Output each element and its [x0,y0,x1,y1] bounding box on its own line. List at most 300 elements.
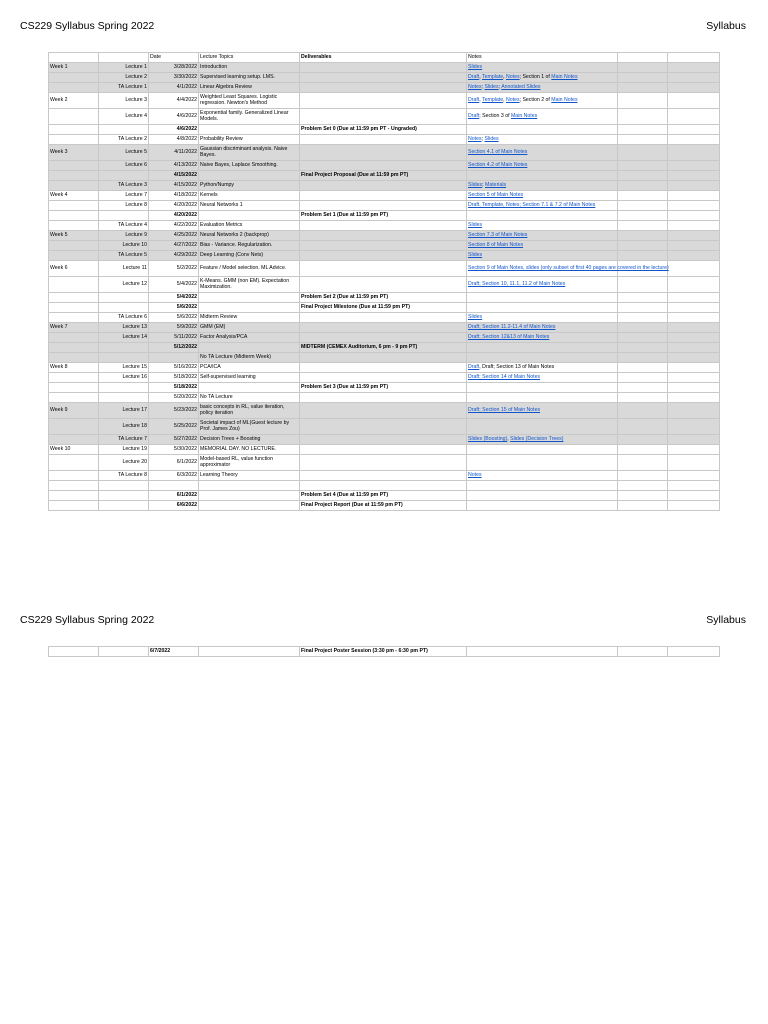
date-cell: 5/16/2022 [149,363,199,373]
notes-link[interactable]: Draft; Section 15 of Main Notes [468,406,541,413]
topic-cell: MEMORIAL DAY. NO LECTURE. [199,445,300,455]
topic-cell: Neural Networks 1 [199,201,300,211]
date-cell: 5/6/2022 [149,313,199,323]
topic-cell [199,481,300,491]
topic-cell: Bias - Variance. Regularization. [199,241,300,251]
empty-cell [668,647,720,657]
lecture-cell [99,125,149,135]
notes-cell [467,353,618,363]
empty-cell [668,471,720,481]
notes-link[interactable]: Draft; Section 11.2-11.4 of Main Notes [468,323,556,330]
table-row [49,63,720,73]
empty-cell [668,93,720,109]
topic-cell [199,171,300,181]
deliverable-cell: Problem Set 2 (Due at 11:59 pm PT) [300,293,467,303]
empty-cell [618,201,668,211]
lecture-cell: TA Lecture 8 [99,471,149,481]
header-cell-deliverables: Deliverables [300,53,467,63]
notes-cell [467,161,618,171]
deliverable-cell [300,221,467,231]
notes-link[interactable]: Slides [468,63,483,70]
date-cell: 4/20/2022 [149,201,199,211]
week-cell [49,181,99,191]
week-cell [49,491,99,501]
empty-cell [618,293,668,303]
topic-cell: Weighted Least Squares. Logistic regression. Newton's Method [199,93,300,109]
empty-cell [668,201,720,211]
lecture-cell [99,353,149,363]
notes-cell [467,343,618,353]
empty-cell [618,363,668,373]
notes-text: ; Section 2 of [519,96,552,103]
notes-link[interactable]: Section 8 of Main Notes [468,241,524,248]
table-row [49,191,720,201]
table-row [49,277,720,293]
notes-link[interactable]: Draft [468,112,480,119]
notes-link[interactable]: Main Notes [510,112,538,119]
deliverable-cell [300,419,467,435]
topic-cell: Probability Review [199,135,300,145]
table-row [49,403,720,419]
lecture-cell: TA Lecture 7 [99,435,149,445]
notes-link[interactable]: Draft; Section 12&13 of Main Notes [468,333,550,340]
week-cell [49,277,99,293]
deliverable-cell: Final Project Proposal (Due at 11:59 pm PT) [300,171,467,181]
date-cell: 4/6/2022 [149,125,199,135]
notes-cell [467,211,618,221]
lecture-cell: Lecture 16 [99,373,149,383]
notes-link[interactable]: Slides [468,251,483,258]
empty-cell [618,323,668,333]
notes-cell [467,201,618,211]
date-cell: 5/11/2022 [149,333,199,343]
notes-cell [467,221,618,231]
empty-cell [618,647,668,657]
notes-cell [467,403,618,419]
table-row [49,353,720,363]
date-cell: 3/28/2022 [149,63,199,73]
week-cell: Week 10 [49,445,99,455]
notes-cell [467,303,618,313]
empty-cell [618,313,668,323]
topic-cell: No TA Lecture [199,393,300,403]
notes-cell [467,251,618,261]
date-cell: 5/6/2022 [149,303,199,313]
notes-link[interactable]: Section 4.1 of Main Notes [468,148,528,155]
week-cell [49,73,99,83]
empty-cell [618,161,668,171]
notes-link[interactable]: Draft [468,363,480,370]
notes-link[interactable]: Slides (Decision Trees) [510,435,564,442]
date-cell: 4/15/2022 [149,171,199,181]
date-cell: 4/20/2022 [149,211,199,221]
date-cell: 5/2/2022 [149,261,199,277]
empty-cell [618,191,668,201]
empty-cell [618,353,668,363]
week-cell [49,303,99,313]
empty-cell [618,171,668,181]
notes-link[interactable]: Draft; Section 10, 11.1, 11.2 of Main Notes [468,280,566,287]
notes-cell [467,393,618,403]
topic-cell: Self-supervised learning [199,373,300,383]
notes-cell [467,145,618,161]
date-cell: 5/18/2022 [149,373,199,383]
deliverable-cell [300,83,467,93]
syllabus-table-page-2 [48,646,720,657]
deliverable-cell: Final Project Poster Session (3:30 pm - 6:30 pm PT) [300,647,467,657]
lecture-cell: TA Lecture 5 [99,251,149,261]
date-cell: 5/20/2022 [149,393,199,403]
notes-link[interactable]: Slides [484,83,499,90]
week-cell [49,393,99,403]
page-header-2 [20,614,746,630]
notes-link[interactable]: Section 7.3 of Main Notes [468,231,528,238]
topic-cell: Introduction [199,63,300,73]
topic-cell: Model-based RL, value function approximator [199,455,300,471]
lecture-cell: Lecture 18 [99,419,149,435]
empty-cell [618,181,668,191]
deliverable-cell [300,63,467,73]
empty-cell [618,501,668,511]
lecture-cell [99,491,149,501]
lecture-cell: Lecture 6 [99,161,149,171]
topic-cell: Linear Algebra Review [199,83,300,93]
week-cell [49,313,99,323]
date-cell: 4/15/2022 [149,181,199,191]
notes-link[interactable]: Main Notes [551,73,578,80]
topic-cell [199,125,300,135]
table-row [49,501,720,511]
empty-cell [618,435,668,445]
empty-cell [668,135,720,145]
deliverable-cell [300,481,467,491]
week-cell [49,435,99,445]
table-row [49,201,720,211]
date-cell: 4/29/2022 [149,251,199,261]
lecture-cell [99,481,149,491]
empty-cell [668,363,720,373]
notes-link[interactable]: Draft [468,73,480,80]
notes-cell [467,491,618,501]
notes-text: ; [481,135,485,142]
week-cell [49,647,99,657]
lecture-cell [99,393,149,403]
notes-link[interactable]: Slides [468,313,483,320]
empty-cell [668,109,720,125]
empty-cell [668,481,720,491]
lecture-cell: Lecture 3 [99,93,149,109]
table-row [49,373,720,383]
week-cell: Week 1 [49,63,99,73]
header-cell-date: Date [149,53,199,63]
deliverable-cell [300,181,467,191]
date-cell: 4/27/2022 [149,241,199,251]
notes-cell [467,481,618,491]
deliverable-cell: Problem Set 3 (Due at 11:59 pm PT) [300,383,467,393]
table-row [49,125,720,135]
lecture-cell [99,383,149,393]
topic-cell: basic concepts in RL, value iteration, policy iteration [199,403,300,419]
notes-cell [467,73,618,83]
empty-cell [618,231,668,241]
date-cell: 5/18/2022 [149,383,199,393]
date-cell [149,481,199,491]
notes-link[interactable]: Slides [468,221,483,228]
deliverable-cell [300,333,467,343]
topic-cell [199,343,300,353]
notes-cell [467,373,618,383]
lecture-cell [99,343,149,353]
week-cell [49,373,99,383]
week-cell [49,241,99,251]
week-cell [49,211,99,221]
notes-link[interactable]: Notes [468,471,482,478]
notes-link[interactable]: Draft, Template, Notes; Section 7.1 & 7.2 of Main Notes [468,201,596,208]
lecture-cell [99,211,149,221]
empty-cell [668,403,720,419]
date-cell: 4/13/2022 [149,161,199,171]
table-row [49,293,720,303]
lecture-cell [99,501,149,511]
week-cell [49,353,99,363]
empty-cell [668,73,720,83]
date-cell: 5/23/2022 [149,403,199,419]
date-cell: 5/4/2022 [149,293,199,303]
empty-cell [668,419,720,435]
table-row [49,83,720,93]
date-cell: 6/3/2022 [149,471,199,481]
notes-cell [467,109,618,125]
date-cell: 5/30/2022 [149,445,199,455]
notes-link[interactable]: Main Notes [551,96,578,103]
deliverable-cell: Final Project Milestone (Due at 11:59 pm PT) [300,303,467,313]
notes-cell [467,435,618,445]
notes-link[interactable]: Slides (Boosting) [468,435,508,442]
lecture-cell [99,303,149,313]
deliverable-cell [300,93,467,109]
table-row [49,231,720,241]
notes-link[interactable]: Section 9 of Main Notes, slides (only subset of first 40 pages are covered in the lecture) [468,264,669,271]
topic-cell: Deep Learning (Conv Nets) [199,251,300,261]
date-cell: 5/9/2022 [149,323,199,333]
notes-cell [467,501,618,511]
topic-cell: GMM (EM) [199,323,300,333]
week-cell [49,201,99,211]
lecture-cell [99,171,149,181]
notes-link[interactable]: Materials [485,181,507,188]
page-header [20,20,746,36]
topic-cell: Python/Numpy [199,181,300,191]
empty-cell [668,145,720,161]
deliverable-cell [300,161,467,171]
empty-cell [668,303,720,313]
empty-cell [668,383,720,393]
date-cell: 4/1/2022 [149,83,199,93]
document-title: CS229 Syllabus Spring 2022 [20,614,155,626]
empty-cell [668,323,720,333]
date-cell [149,353,199,363]
notes-text: , [479,96,483,103]
notes-cell [467,171,618,181]
notes-cell [467,261,669,277]
date-cell: 5/4/2022 [149,277,199,293]
topic-cell: Neural Networks 2 (backprop) [199,231,300,241]
date-cell: 3/30/2022 [149,73,199,83]
notes-cell [467,93,618,109]
notes-link[interactable]: Section 4.2 of Main Notes [468,161,528,168]
week-cell [49,471,99,481]
syllabus-table [48,52,720,511]
empty-cell [618,403,668,419]
table-row [49,161,720,171]
lecture-cell: TA Lecture 4 [99,221,149,231]
deliverable-cell [300,471,467,481]
empty-cell [618,241,668,251]
topic-cell: Supervised learning setup. LMS. [199,73,300,83]
notes-link[interactable]: Slides [484,135,499,142]
notes-link[interactable]: Draft; Section 14 of Main Notes [468,373,541,380]
lecture-cell: Lecture 14 [99,333,149,343]
empty-cell [618,343,668,353]
header-cell-topics: Lecture Topics [199,53,300,63]
date-cell: 5/25/2022 [149,419,199,435]
topic-cell: Exponential family. Generalized Linear Models. [199,109,300,125]
notes-cell [467,231,618,241]
table-row [49,181,720,191]
table-row [49,303,720,313]
week-cell [49,109,99,125]
week-cell [49,135,99,145]
empty-cell [668,445,720,455]
week-cell [49,501,99,511]
date-cell: 4/4/2022 [149,93,199,109]
notes-cell [467,363,618,373]
empty-cell [618,211,668,221]
document-title: CS229 Syllabus Spring 2022 [20,20,155,32]
table-row [49,383,720,393]
deliverable-cell [300,191,467,201]
notes-cell [467,455,618,471]
notes-link[interactable]: Notes [506,73,520,80]
notes-text: , [507,435,511,442]
notes-cell [467,471,618,481]
notes-link[interactable]: Notes [468,83,482,90]
notes-cell [467,125,618,135]
notes-link[interactable]: Notes [468,135,482,142]
deliverable-cell [300,445,467,455]
lecture-cell: Lecture 15 [99,363,149,373]
table-row [49,93,720,109]
deliverable-cell [300,353,467,363]
notes-text: ; [498,83,502,90]
empty-cell [668,251,720,261]
lecture-cell: Lecture 11 [99,261,149,277]
notes-cell [467,313,618,323]
empty-cell [618,251,668,261]
empty-cell [618,221,668,231]
deliverable-cell: Problem Set 4 (Due at 11:59 pm PT) [300,491,467,501]
lecture-cell: TA Lecture 2 [99,135,149,145]
topic-cell: Gaussian discriminant analysis. Naive Bayes. [199,145,300,161]
notes-cell [467,181,618,191]
date-cell: 4/18/2022 [149,191,199,201]
notes-text: ; [481,83,485,90]
week-cell [49,221,99,231]
notes-text: ; Section 1 of [519,73,552,80]
deliverable-cell [300,135,467,145]
topic-cell: PCA/ICA [199,363,300,373]
empty-cell [618,419,668,435]
empty-cell [618,63,668,73]
empty-cell [668,63,720,73]
empty-cell [668,261,720,277]
notes-text: , Draft; Section 13 of Main Notes [479,363,555,370]
notes-link[interactable]: Template [482,96,504,103]
week-cell: Week 4 [49,191,99,201]
table-row [49,241,720,251]
week-cell [49,383,99,393]
table-row [49,251,720,261]
notes-cell [467,277,618,293]
topic-cell: Naive Bayes, Laplace Smoothing. [199,161,300,171]
notes-link[interactable]: Slides [468,181,483,188]
table-row [49,211,720,221]
table-row [49,333,720,343]
week-cell [49,343,99,353]
empty-cell [618,303,668,313]
topic-cell: Learning Theory [199,471,300,481]
topic-cell [199,303,300,313]
empty-cell [668,211,720,221]
lecture-cell: Lecture 13 [99,323,149,333]
lecture-cell [99,293,149,303]
header-cell [49,53,99,63]
table-row [49,481,720,491]
empty-cell [668,293,720,303]
week-cell [49,171,99,181]
date-cell: 4/11/2022 [149,145,199,161]
notes-link[interactable]: Draft [468,96,480,103]
notes-cell [467,419,618,435]
empty-cell [668,171,720,181]
notes-link[interactable]: Section 5 of Main Notes [468,191,524,198]
deliverable-cell [300,241,467,251]
table-row [49,171,720,181]
lecture-cell [99,647,149,657]
notes-text: , [479,73,483,80]
empty-cell [668,373,720,383]
empty-cell [668,353,720,363]
empty-cell [618,393,668,403]
lecture-cell: Lecture 7 [99,191,149,201]
notes-link[interactable]: Annotated Slides [501,83,541,90]
week-cell: Week 2 [49,93,99,109]
table-header-row [49,53,720,63]
notes-link[interactable]: Template [482,73,504,80]
notes-link[interactable]: Notes [506,96,520,103]
date-cell: 6/6/2022 [149,501,199,511]
table-row [49,471,720,481]
empty-cell [668,435,720,445]
deliverable-cell: MIDTERM (CEMEX Auditorium, 6 pm - 9 pm PT) [300,343,467,353]
notes-text: ; [482,181,486,188]
topic-cell: Midterm Review [199,313,300,323]
empty-cell [618,333,668,343]
table-row [49,145,720,161]
notes-cell [467,647,618,657]
notes-cell [467,383,618,393]
empty-cell [618,145,668,161]
